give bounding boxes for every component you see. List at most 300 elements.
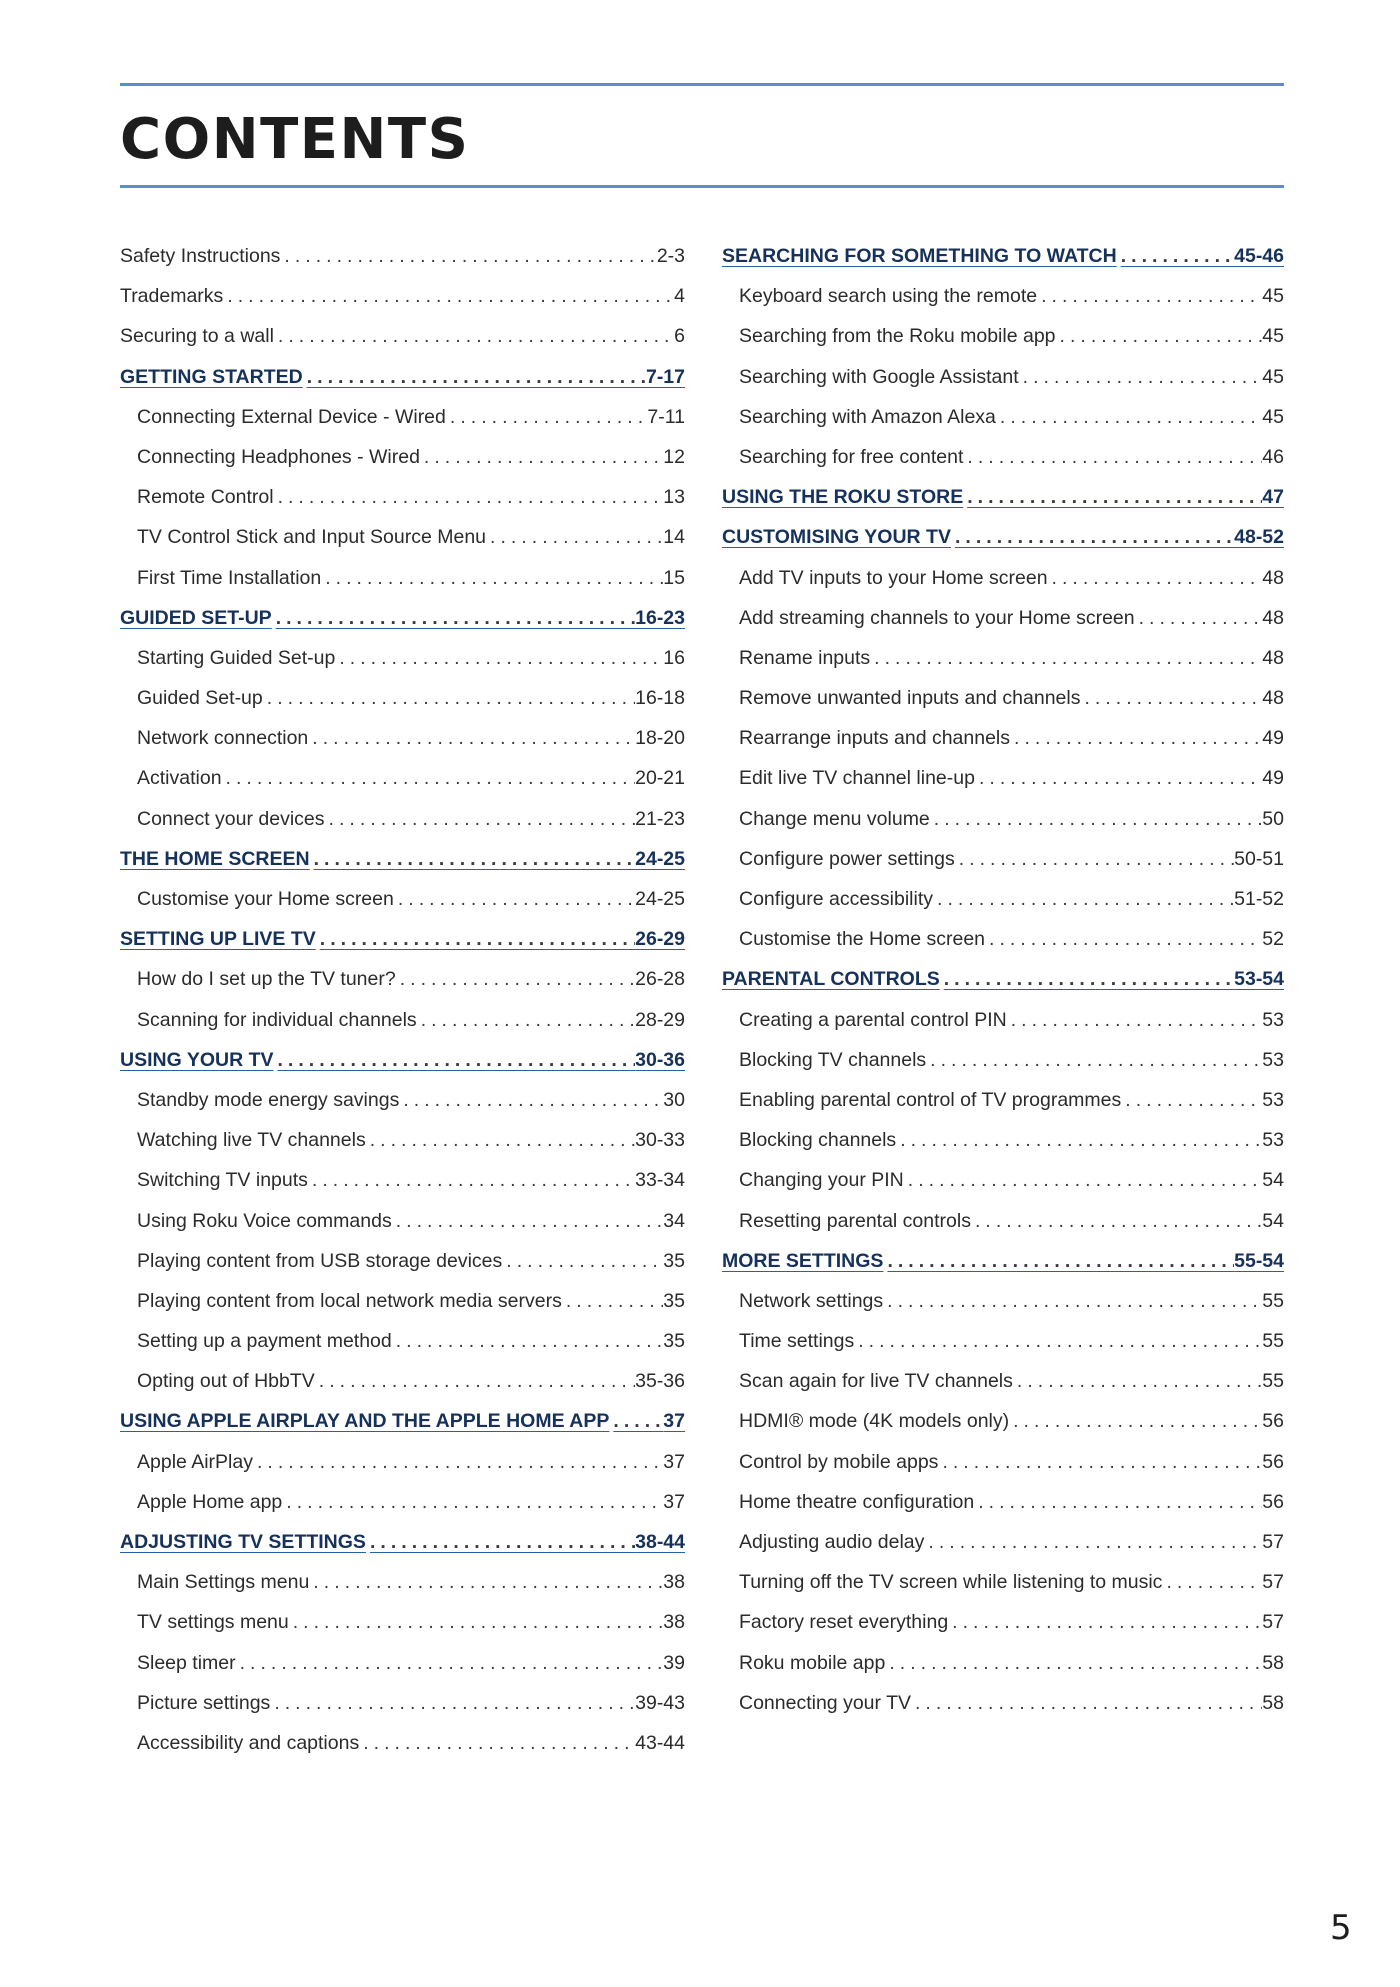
toc-entry-label: Rearrange inputs and channels [739,727,1011,750]
toc-entry[interactable] [722,598,1284,638]
toc-entry-label: Connect your devices [137,807,325,830]
toc-entry-label: Change menu volume [739,807,930,830]
toc-entry[interactable] [120,959,685,999]
dot-leader [282,1482,663,1522]
dot-leader [933,879,1234,919]
toc-entry-label: CUSTOMISING YOUR TV [722,526,951,549]
toc-entry-label: Enabling parental control of TV programmes [739,1088,1122,1111]
toc-entry[interactable] [120,558,685,598]
toc-entry-label: USING APPLE AIRPLAY AND THE APPLE HOME APP [120,1410,610,1433]
dot-leader [562,1281,663,1321]
toc-entry-label: Playing content from local network media servers [137,1289,562,1312]
toc-entry[interactable] [722,1562,1284,1602]
toc-entry[interactable] [722,638,1284,678]
dot-leader [308,718,635,758]
toc-entry[interactable] [120,1321,685,1361]
toc-entry-page: 34 [663,1209,685,1232]
toc-entry[interactable] [722,1683,1284,1723]
toc-entry[interactable] [722,1602,1284,1642]
toc-entry-page: 35 [663,1249,685,1272]
toc-section-link[interactable] [120,1401,685,1441]
toc-entry-label: HDMI® mode (4K models only) [739,1410,1010,1433]
dot-leader [274,1040,636,1080]
toc-entry[interactable] [722,879,1284,919]
dot-leader [310,839,636,879]
toc-entry-label: Searching from the Roku mobile app [739,325,1056,348]
toc-entry-page: 53-54 [1234,968,1284,991]
toc-entry-label: Sleep timer [137,1651,236,1674]
toc-entry[interactable] [722,758,1284,798]
toc-entry[interactable] [722,1361,1284,1401]
dot-leader [315,1361,635,1401]
toc-entry-page: 20-21 [635,767,685,790]
toc-entry[interactable] [120,1120,685,1160]
toc-entry-page: 16-23 [635,606,685,629]
toc-entry-label: Creating a parental control PIN [739,1008,1007,1031]
dot-leader [940,959,1234,999]
dot-leader [272,598,635,638]
toc-entry-label: Customise your Home screen [137,888,394,910]
dot-leader [971,1201,1262,1241]
dot-leader [1037,276,1262,316]
toc-entry-page: 33-34 [635,1169,685,1192]
toc-entry[interactable] [120,799,685,839]
toc-entry-label: Standby mode energy savings [137,1088,400,1111]
toc-entry[interactable] [722,357,1284,397]
toc-entry-label: Rename inputs [739,646,871,669]
dot-leader [911,1683,1262,1723]
toc-entry-label: Blocking TV channels [739,1048,927,1071]
dot-leader [270,1683,635,1723]
dot-leader [316,919,635,959]
dot-leader [996,397,1262,437]
toc-entry-page: 18-20 [635,727,685,750]
dot-leader [951,517,1234,557]
dot-leader [924,1522,1262,1562]
toc-entry[interactable] [120,1482,685,1522]
toc-entry[interactable] [120,1602,685,1642]
dot-leader [325,799,636,839]
toc-section-link[interactable] [120,1522,685,1562]
toc-entry-page: 52 [1262,928,1284,951]
toc-entry-page: 7-17 [645,365,685,388]
toc-entry[interactable] [722,1040,1284,1080]
toc-entry[interactable] [120,1683,685,1723]
toc-entry-page: 49 [1262,727,1284,750]
toc-entry-page: 48 [1262,566,1284,589]
toc-entry-label: GUIDED SET-UP [120,606,272,629]
dot-leader [335,638,663,678]
toc-entry-label: Starting Guided Set-up [137,646,336,669]
toc-entry[interactable] [722,839,1284,879]
page-title: CONTENTS [120,107,470,172]
toc-entry[interactable] [120,397,685,437]
dot-leader [1007,1000,1263,1040]
dot-leader [366,1522,635,1562]
dot-leader [609,1401,663,1441]
toc-entry-page: 37 [663,1450,685,1473]
toc-entry[interactable] [722,1643,1284,1683]
dot-leader [394,879,635,919]
toc-entry-page: 57 [1262,1611,1284,1634]
toc-entry-page: 45 [1262,405,1284,428]
toc-entry[interactable] [120,1241,685,1281]
toc-entry-page: 47 [1262,486,1284,509]
top-rule [120,83,1284,86]
toc-entry-label: USING YOUR TV [120,1048,274,1071]
dot-leader [280,236,656,276]
dot-leader [263,678,635,718]
toc-entry[interactable] [722,1442,1284,1482]
toc-entry[interactable] [722,1321,1284,1361]
dot-leader [1010,718,1262,758]
toc-entry-page: 56 [1262,1410,1284,1433]
toc-entry-label: Searching with Amazon Alexa [739,405,996,428]
toc-entry-page: 35-36 [635,1370,685,1393]
toc-section-link[interactable] [120,357,685,397]
toc-entry[interactable] [722,678,1284,718]
toc-right-column [722,236,1284,1723]
toc-entry-label: Factory reset everything [739,1611,949,1634]
toc-entry-page: 30-36 [635,1048,685,1071]
toc-entry[interactable] [120,1442,685,1482]
toc-entry[interactable] [120,236,685,276]
toc-entry-label: Keyboard search using the remote [739,285,1038,308]
toc-entry-label: Connecting Headphones - Wired [137,445,420,468]
dot-leader [930,799,1263,839]
toc-entry-label: Main Settings menu [137,1571,310,1594]
toc-entry[interactable] [722,316,1284,356]
dot-leader [938,1442,1262,1482]
toc-entry-label: Using Roku Voice commands [137,1209,392,1232]
toc-entry-page: 26-28 [635,968,685,991]
toc-entry-label: MORE SETTINGS [722,1249,884,1272]
dot-leader [392,1321,664,1361]
toc-entry-page: 15 [663,566,685,589]
toc-entry-label: Control by mobile apps [739,1450,939,1473]
toc-entry[interactable] [722,558,1284,598]
toc-entry[interactable] [120,1160,685,1200]
dot-leader [366,1120,635,1160]
toc-entry-page: 45 [1262,365,1284,388]
toc-entry-label: Time settings [739,1330,855,1353]
toc-section-link[interactable] [120,1040,685,1080]
toc-entry-page: 46 [1262,445,1284,468]
dot-leader [1013,1361,1262,1401]
toc-entry-label: Opting out of HbbTV [137,1370,315,1393]
toc-entry[interactable] [120,1723,685,1763]
toc-entry-page: 37 [663,1490,685,1513]
toc-entry[interactable] [722,397,1284,437]
toc-entry-page: 16-18 [635,687,685,710]
toc-entry-label: GETTING STARTED [120,365,303,388]
toc-entry-label: Securing to a wall [120,325,274,348]
toc-entry-page: 24-25 [635,847,685,870]
toc-entry-label: Configure power settings [739,847,955,870]
dot-leader [303,357,646,397]
toc-entry-page: 53 [1262,1008,1284,1031]
toc-entry-label: Customise the Home screen [739,928,986,951]
toc-entry-label: Guided Set-up [137,687,263,710]
dot-leader [446,397,648,437]
toc-entry-page: 39 [663,1651,685,1674]
toc-entry-page: 58 [1262,1691,1284,1714]
toc-entry-page: 53 [1262,1129,1284,1152]
toc-entry[interactable] [722,437,1284,477]
toc-entry-page: 38-44 [635,1531,685,1553]
toc-entry-page: 6 [674,325,685,348]
toc-section-link[interactable] [722,477,1284,517]
toc-entry-page: 49 [1262,767,1284,790]
toc-entry-label: Network settings [739,1289,884,1312]
toc-entry-label: First Time Installation [137,566,322,589]
toc-entry-label: Adjusting audio delay [739,1531,925,1553]
toc-entry-page: 53 [1262,1048,1284,1071]
dot-leader [896,1120,1262,1160]
dot-leader [502,1241,663,1281]
toc-entry-page: 38 [663,1571,685,1594]
toc-entry-page: 53 [1262,1088,1284,1111]
dot-leader [308,1160,635,1200]
toc-entry-page: 55 [1262,1370,1284,1393]
dot-leader [420,437,663,477]
dot-leader [904,1160,1263,1200]
toc-entry-label: Add TV inputs to your Home screen [739,566,1048,589]
dot-leader [948,1602,1262,1642]
toc-entry[interactable] [722,1201,1284,1241]
toc-entry[interactable] [722,1401,1284,1441]
toc-left-column [120,236,685,1763]
toc-entry-page: 4 [674,285,685,308]
toc-entry[interactable] [120,517,685,557]
toc-entry[interactable] [120,678,685,718]
dot-leader [253,1442,663,1482]
toc-entry[interactable] [722,1281,1284,1321]
toc-entry-page: 14 [663,526,685,549]
dot-leader [486,517,663,557]
toc-entry[interactable] [120,1281,685,1321]
toc-entry[interactable] [722,276,1284,316]
toc-section-link[interactable] [722,517,1284,557]
dot-leader [392,1201,664,1241]
toc-entry-page: 58 [1262,1651,1284,1674]
dot-leader [985,919,1262,959]
dot-leader [222,758,636,798]
toc-entry[interactable] [120,1562,685,1602]
toc-entry[interactable] [722,1522,1284,1562]
toc-section-link[interactable] [722,1241,1284,1281]
toc-entry-label: Connecting External Device - Wired [137,405,446,428]
dot-leader [289,1602,664,1642]
toc-entry-page: 21-23 [635,807,685,830]
toc-entry[interactable] [120,718,685,758]
toc-entry-page: 30 [663,1088,685,1111]
toc-section-link[interactable] [120,919,685,959]
toc-entry-label: Changing your PIN [739,1169,904,1192]
dot-leader [883,1241,1234,1281]
toc-entry[interactable] [722,919,1284,959]
toc-entry-page: 37 [663,1410,685,1433]
toc-entry[interactable] [120,437,685,477]
dot-leader [223,276,674,316]
toc-entry[interactable] [722,1080,1284,1120]
title-rule [120,185,1284,188]
toc-entry-page: 45 [1262,325,1284,348]
dot-leader [1019,357,1263,397]
dot-leader [854,1321,1262,1361]
toc-entry-page: 13 [663,486,685,509]
dot-leader [1121,1080,1262,1120]
toc-entry-label: Playing content from USB storage devices [137,1249,503,1272]
toc-entry-label: Configure accessibility [739,888,934,910]
toc-entry[interactable] [120,1361,685,1401]
toc-entry-label: ADJUSTING TV SETTINGS [120,1531,366,1553]
toc-entry-page: 50-51 [1234,847,1284,870]
toc-entry-page: 48-52 [1234,526,1284,549]
dot-leader [963,477,1262,517]
toc-entry-page: 50 [1262,807,1284,830]
toc-entry-label: Picture settings [137,1691,271,1714]
toc-entry-page: 57 [1262,1571,1284,1594]
dot-leader [926,1040,1262,1080]
toc-section-link[interactable] [722,236,1284,276]
toc-entry-page: 12 [663,445,685,468]
toc-entry-page: 48 [1262,606,1284,629]
toc-section-link[interactable] [722,959,1284,999]
toc-entry[interactable] [120,1080,685,1120]
toc-entry-label: Remove unwanted inputs and channels [739,687,1081,710]
toc-entry-label: Searching for free content [739,445,964,468]
dot-leader [1056,316,1263,356]
toc-entry[interactable] [722,1120,1284,1160]
dot-leader [1009,1401,1262,1441]
toc-entry[interactable] [120,879,685,919]
toc-entry-page: 16 [663,646,685,669]
toc-entry-label: How do I set up the TV tuner? [137,968,396,991]
toc-entry-label: PARENTAL CONTROLS [722,968,940,991]
toc-entry[interactable] [120,1201,685,1241]
toc-entry-page: 24-25 [635,888,685,910]
toc-entry[interactable] [120,1000,685,1040]
toc-entry-label: Trademarks [120,285,224,308]
toc-entry[interactable] [120,758,685,798]
toc-entry-page: 35 [663,1289,685,1312]
toc-entry[interactable] [120,638,685,678]
dot-leader [974,1482,1262,1522]
toc-entry-label: Apple Home app [137,1490,283,1513]
dot-leader [274,477,664,517]
toc-entry-label: Blocking channels [739,1129,897,1152]
dot-leader [1162,1562,1262,1602]
dot-leader [955,839,1234,879]
toc-entry-page: 35 [663,1330,685,1353]
toc-entry[interactable] [120,316,685,356]
toc-entry[interactable] [120,276,685,316]
toc-entry[interactable] [722,799,1284,839]
toc-entry[interactable] [722,718,1284,758]
toc-entry-label: Resetting parental controls [739,1209,971,1232]
toc-entry[interactable] [722,1000,1284,1040]
toc-entry-page: 56 [1262,1450,1284,1473]
toc-entry-page: 28-29 [635,1008,685,1031]
toc-entry-page: 45 [1262,285,1284,308]
toc-entry-page: 26-29 [635,928,685,951]
toc-entry-page: 39-43 [635,1691,685,1714]
toc-entry[interactable] [120,477,685,517]
dot-leader [1117,236,1234,276]
dot-leader [321,558,663,598]
toc-entry-label: Turning off the TV screen while listening to music [739,1571,1163,1594]
toc-entry-label: Watching live TV channels [137,1129,366,1152]
toc-section-link[interactable] [120,598,685,638]
toc-entry-page: 51-52 [1234,888,1284,910]
dot-leader [359,1723,635,1763]
toc-entry[interactable] [120,1643,685,1683]
toc-entry-label: Add streaming channels to your Home screen [739,606,1135,629]
toc-entry-label: Roku mobile app [739,1651,886,1674]
toc-entry-page: 55 [1262,1330,1284,1353]
toc-entry-page: 7-11 [647,405,685,428]
dot-leader [1048,558,1263,598]
toc-entry-label: Switching TV inputs [137,1169,308,1192]
dot-leader [309,1562,663,1602]
toc-entry-page: 45-46 [1234,245,1284,267]
dot-leader [274,316,674,356]
toc-entry-page: 55 [1262,1289,1284,1312]
toc-entry[interactable] [722,1160,1284,1200]
dot-leader [1080,678,1262,718]
toc-entry-label: Setting up a payment method [137,1330,392,1353]
toc-entry-page: 38 [663,1611,685,1634]
toc-entry-page: 43-44 [635,1731,685,1754]
toc-entry-label: SEARCHING FOR SOMETHING TO WATCH [722,245,1117,267]
dot-leader [236,1643,664,1683]
page-number: 5 [1330,1908,1352,1948]
toc-entry-label: Home theatre configuration [739,1490,975,1513]
dot-leader [975,758,1262,798]
toc-entry-label: Accessibility and captions [137,1731,360,1754]
toc-entry-label: Apple AirPlay [137,1450,253,1473]
toc-entry-page: 55-54 [1234,1249,1284,1272]
toc-entry-page: 2-3 [656,245,685,267]
toc-entry-page: 48 [1262,646,1284,669]
toc-entry-label: TV Control Stick and Input Source Menu [137,526,487,549]
toc-section-link[interactable] [120,839,685,879]
toc-entry-page: 56 [1262,1490,1284,1513]
toc-entry-label: Safety Instructions [120,245,281,267]
dot-leader [963,437,1262,477]
toc-entry-label: Network connection [137,727,309,750]
toc-entry-label: Remote Control [137,486,274,509]
toc-entry-label: Connecting your TV [739,1691,911,1714]
toc-entry-label: Scan again for live TV channels [739,1370,1013,1393]
dot-leader [399,1080,663,1120]
toc-entry-label: SETTING UP LIVE TV [120,928,316,951]
toc-entry-page: 54 [1262,1209,1284,1232]
toc-entry-page: 57 [1262,1531,1284,1553]
toc-entry-label: Activation [137,767,222,790]
toc-entry-label: THE HOME SCREEN [120,847,310,870]
dot-leader [885,1643,1262,1683]
toc-entry-label: USING THE ROKU STORE [722,486,964,509]
toc-entry-label: TV settings menu [137,1611,289,1634]
dot-leader [417,1000,635,1040]
dot-leader [870,638,1262,678]
toc-entry-page: 54 [1262,1169,1284,1192]
toc-entry-page: 30-33 [635,1129,685,1152]
toc-entry-label: Edit live TV channel line-up [739,767,975,790]
toc-entry[interactable] [722,1482,1284,1522]
